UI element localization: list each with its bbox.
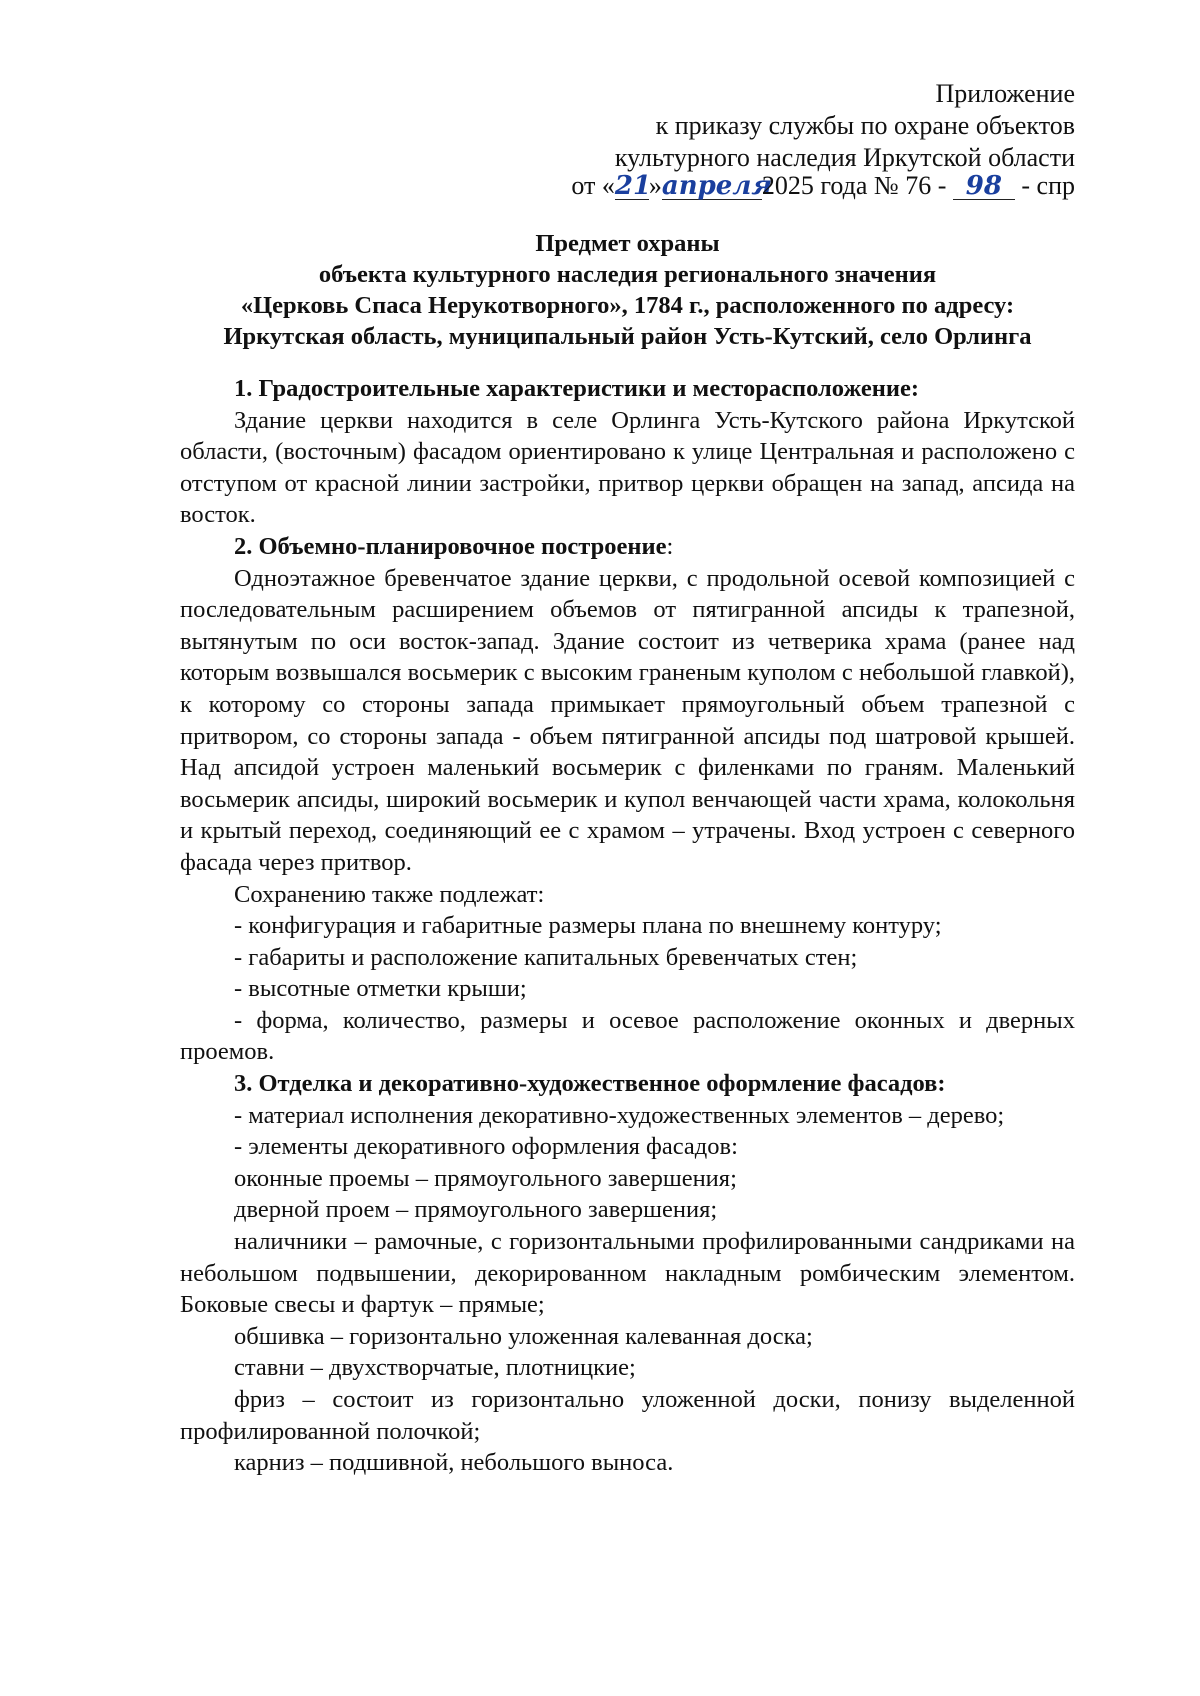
list-item: обшивка – горизонтально уложенная калеванная доска; bbox=[234, 1322, 813, 1350]
preservation-list-label: Сохранению также подлежат: bbox=[234, 880, 545, 908]
section-2-heading: 2. Объемно-планировочное построение bbox=[234, 532, 667, 560]
list-item: - форма, количество, размеры и осевое расположение оконных и дверных проемов. bbox=[180, 1006, 1075, 1066]
date-day-handwritten: 21 bbox=[614, 171, 652, 201]
document-title: Предмет охраны bbox=[535, 230, 720, 257]
list-item: - высотные отметки крыши; bbox=[234, 975, 527, 1003]
list-item: ставни – двухстворчатые, плотницкие; bbox=[234, 1354, 636, 1382]
list-item: наличники – рамочные, с горизонтальными профилированными сандриками на небольшом подвышении, декорированном накладным ромбическим элементом. Боковые свесы и фартук – прямые; bbox=[180, 1228, 1075, 1319]
order-number-handwritten: 98 bbox=[965, 171, 1002, 201]
section-2-text: Одноэтажное бревенчатое здание церкви, с продольной осевой композицией с последовательным расширением объемов от пятигранной апсиды к трапезной, вытянутым по оси восток-запад. Здание состоит из четверика храма (ранее над которым возвышался восьмерик с высоким граненым куполом с небольшой главкой), к которому со стороны запада примыкает прямоугольный объем трапезной с притвором, со стороны запада - объем пятигранной апсиды под шатровой крышей. Над апсидой устроен маленький восьмерик с филенками по граням. Маленький восьмерик апсиды, широкий восьмерик и купол венчающей части храма, колокольня и крытый переход, соединяющий ее с храмом – утрачены. Вход устроен с северного фасада через притвор. bbox=[180, 564, 1075, 876]
section-2-heading-line: 2. Объемно-планировочное построение: bbox=[234, 532, 674, 560]
title-church-line: «Церковь Спаса Нерукотворного», 1784 г., расположенного по адресу: bbox=[240, 292, 1015, 319]
date-month-field bbox=[661, 171, 773, 201]
order-reference-line: к приказу службы по охране объектов bbox=[655, 111, 1075, 140]
order-number-field bbox=[953, 173, 1015, 200]
issuing-authority-line: культурного наследия Иркутской области bbox=[614, 143, 1075, 172]
section-3-heading: 3. Отделка и декоративно-художественное оформление фасадов: bbox=[234, 1070, 946, 1098]
title-object-line: объекта культурного наследия регионального значения bbox=[318, 261, 937, 288]
list-item: оконные проемы – прямоугольного завершения; bbox=[234, 1164, 737, 1192]
date-day-field bbox=[614, 171, 652, 201]
title-address-line: Иркутская область, муниципальный район Усть-Кутский, село Орлинга bbox=[223, 323, 1032, 350]
section-1-text: Здание церкви находится в селе Орлинга Усть-Кутского района Иркутской области, (восточным) фасадом ориентировано к улице Центральная и расположено с отступом от красной линии застройки, притвор церкви обращен на запад, апсида на восток. bbox=[180, 406, 1075, 529]
list-item: - конфигурация и габаритные размеры плана по внешнему контуру; bbox=[234, 912, 942, 940]
order-date-line bbox=[571, 170, 1075, 202]
order-suffix: - спр bbox=[1021, 171, 1075, 200]
list-item: дверной проем – прямоугольного завершения; bbox=[234, 1196, 718, 1224]
section-1-heading: 1. Градостроительные характеристики и месторасположение: bbox=[234, 375, 920, 402]
date-prefix: от « bbox=[571, 171, 615, 200]
list-item: - материал исполнения декоративно-художественных элементов – дерево; bbox=[234, 1101, 1005, 1129]
date-year-text: 2025 года № 76 - bbox=[761, 171, 947, 200]
list-item: карниз – подшивной, небольшого выноса. bbox=[234, 1449, 674, 1477]
list-item: - элементы декоративного оформления фасадов: bbox=[234, 1133, 738, 1161]
date-mid: » bbox=[648, 171, 662, 200]
list-item: - габариты и расположение капитальных бревенчатых стен; bbox=[234, 943, 858, 971]
document-body bbox=[180, 373, 1075, 1479]
date-month-handwritten: апреля bbox=[661, 171, 773, 201]
appendix-label: Приложение bbox=[935, 79, 1075, 108]
list-item: фриз – состоит из горизонтально уложенной доски, понизу выделенной профилированной полочкой; bbox=[180, 1386, 1075, 1445]
